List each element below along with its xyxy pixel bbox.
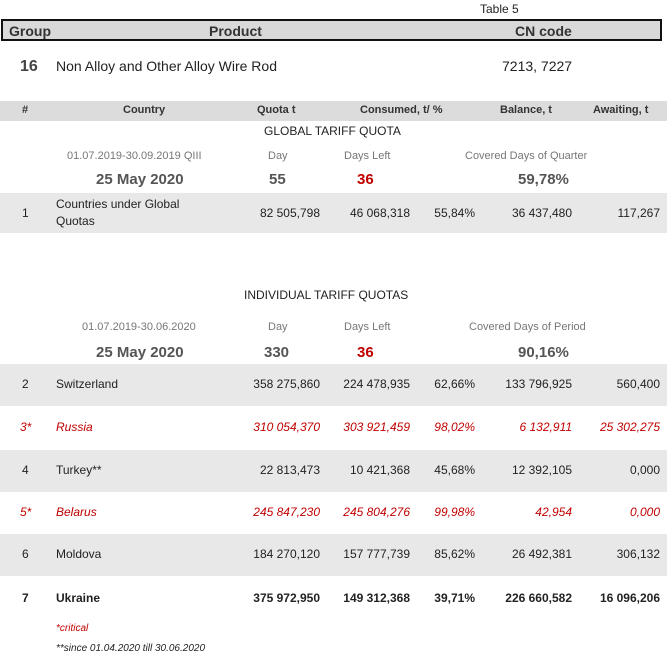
row-balance: 6 132,911 <box>519 420 572 434</box>
row-consumed: 245 804,276 <box>343 505 410 519</box>
col-quota: Quota t <box>257 104 296 116</box>
global-date: 25 May 2020 <box>96 171 184 188</box>
table-row-ukraine <box>0 578 667 620</box>
individual-title: INDIVIDUAL TARIFF QUOTAS <box>244 288 409 302</box>
row-country: Belarus <box>56 505 97 519</box>
row-pct: 39,71% <box>434 591 475 605</box>
row-awaiting: 560,400 <box>616 377 660 391</box>
row-consumed: 303 921,459 <box>343 420 410 434</box>
row-num: 2 <box>22 377 29 391</box>
row-country: Ukraine <box>56 591 101 605</box>
col-balance: Balance, t <box>500 104 552 116</box>
row-consumed: 149 312,368 <box>343 591 410 605</box>
row-awaiting: 306,132 <box>616 547 660 561</box>
row-country-line1: Countries under Global <box>56 197 180 211</box>
col-consumed: Consumed, t/ % <box>360 104 443 116</box>
row-country <box>56 196 179 230</box>
row-consumed: 224 478,935 <box>343 377 410 391</box>
row-consumed: 46 068,318 <box>349 206 410 220</box>
table-row-switzerland <box>0 364 667 406</box>
row-country: Turkey** <box>56 463 102 477</box>
row-balance: 12 392,105 <box>511 463 572 477</box>
row-pct: 85,62% <box>434 547 475 561</box>
col-awaiting: Awaiting, t <box>593 104 649 116</box>
individual-days-left: 36 <box>357 344 374 361</box>
row-quota: 82 505,798 <box>259 206 320 220</box>
row-pct: 99,98% <box>434 505 475 519</box>
table-row-belarus <box>0 492 667 534</box>
group-cn: 7213, 7227 <box>502 58 573 74</box>
row-country: Russia <box>56 420 93 434</box>
row-quota: 358 275,860 <box>253 377 320 391</box>
global-period: 01.07.2019-30.09.2019 QIII <box>67 150 202 162</box>
row-balance: 26 492,381 <box>511 547 572 561</box>
row-num: 4 <box>22 463 29 477</box>
col-num: # <box>22 104 29 116</box>
table-header <box>1 19 662 41</box>
column-header <box>0 101 667 121</box>
table-row-global <box>0 193 667 233</box>
row-awaiting: 0,000 <box>629 463 660 477</box>
row-consumed: 157 777,739 <box>343 547 410 561</box>
header-cn-code: CN code <box>515 23 572 39</box>
individual-covered-label: Covered Days of Period <box>469 321 586 333</box>
row-balance: 42,954 <box>535 505 572 519</box>
table-row-russia <box>0 407 667 449</box>
individual-period: 01.07.2019-30.06.2020 <box>82 321 196 333</box>
row-pct: 98,02% <box>434 420 475 434</box>
group-number: 16 <box>20 58 38 75</box>
row-pct: 62,66% <box>434 377 475 391</box>
table-label: Table 5 <box>480 2 519 16</box>
row-quota: 310 054,370 <box>253 420 320 434</box>
global-title: GLOBAL TARIFF QUOTA <box>264 124 401 138</box>
global-days-left: 36 <box>357 171 374 188</box>
row-consumed: 10 421,368 <box>349 463 410 477</box>
global-covered-label: Covered Days of Quarter <box>465 150 588 162</box>
row-quota: 22 813,473 <box>259 463 320 477</box>
row-balance: 36 437,480 <box>511 206 572 220</box>
row-quota: 245 847,230 <box>253 505 320 519</box>
table-row-turkey <box>0 450 667 492</box>
row-num: 6 <box>22 547 29 561</box>
global-day: 55 <box>269 171 286 188</box>
row-pct: 45,68% <box>434 463 475 477</box>
note-since: **since 01.04.2020 till 30.06.2020 <box>56 643 206 654</box>
header-group: Group <box>9 23 51 39</box>
row-country-line2: Quotas <box>56 214 95 228</box>
row-pct: 55,84% <box>434 206 475 220</box>
group-product: Non Alloy and Other Alloy Wire Rod <box>56 58 277 74</box>
col-country: Country <box>123 104 166 116</box>
individual-days-left-label: Days Left <box>344 321 391 333</box>
global-day-label: Day <box>268 150 288 162</box>
row-awaiting: 117,267 <box>617 206 660 220</box>
individual-day-label: Day <box>268 321 288 333</box>
row-num: 7 <box>22 591 29 605</box>
note-critical: *critical <box>56 623 89 634</box>
row-num: 1 <box>22 206 29 220</box>
global-covered: 59,78% <box>518 171 569 188</box>
individual-day: 330 <box>264 344 290 361</box>
row-country: Switzerland <box>56 377 119 391</box>
row-quota: 184 270,120 <box>253 547 320 561</box>
header-product: Product <box>209 23 262 39</box>
global-days-left-label: Days Left <box>344 150 391 162</box>
row-awaiting: 25 302,275 <box>599 420 660 434</box>
row-awaiting: 16 096,206 <box>599 591 660 605</box>
row-balance: 226 660,582 <box>505 591 572 605</box>
row-num: 5* <box>20 505 32 519</box>
individual-covered: 90,16% <box>518 344 569 361</box>
row-country: Moldova <box>56 547 102 561</box>
row-quota: 375 972,950 <box>253 591 320 605</box>
row-awaiting: 0,000 <box>629 505 660 519</box>
table-row-moldova <box>0 534 667 576</box>
row-num: 3* <box>20 420 32 434</box>
individual-date: 25 May 2020 <box>96 344 184 361</box>
row-balance: 133 796,925 <box>505 377 572 391</box>
